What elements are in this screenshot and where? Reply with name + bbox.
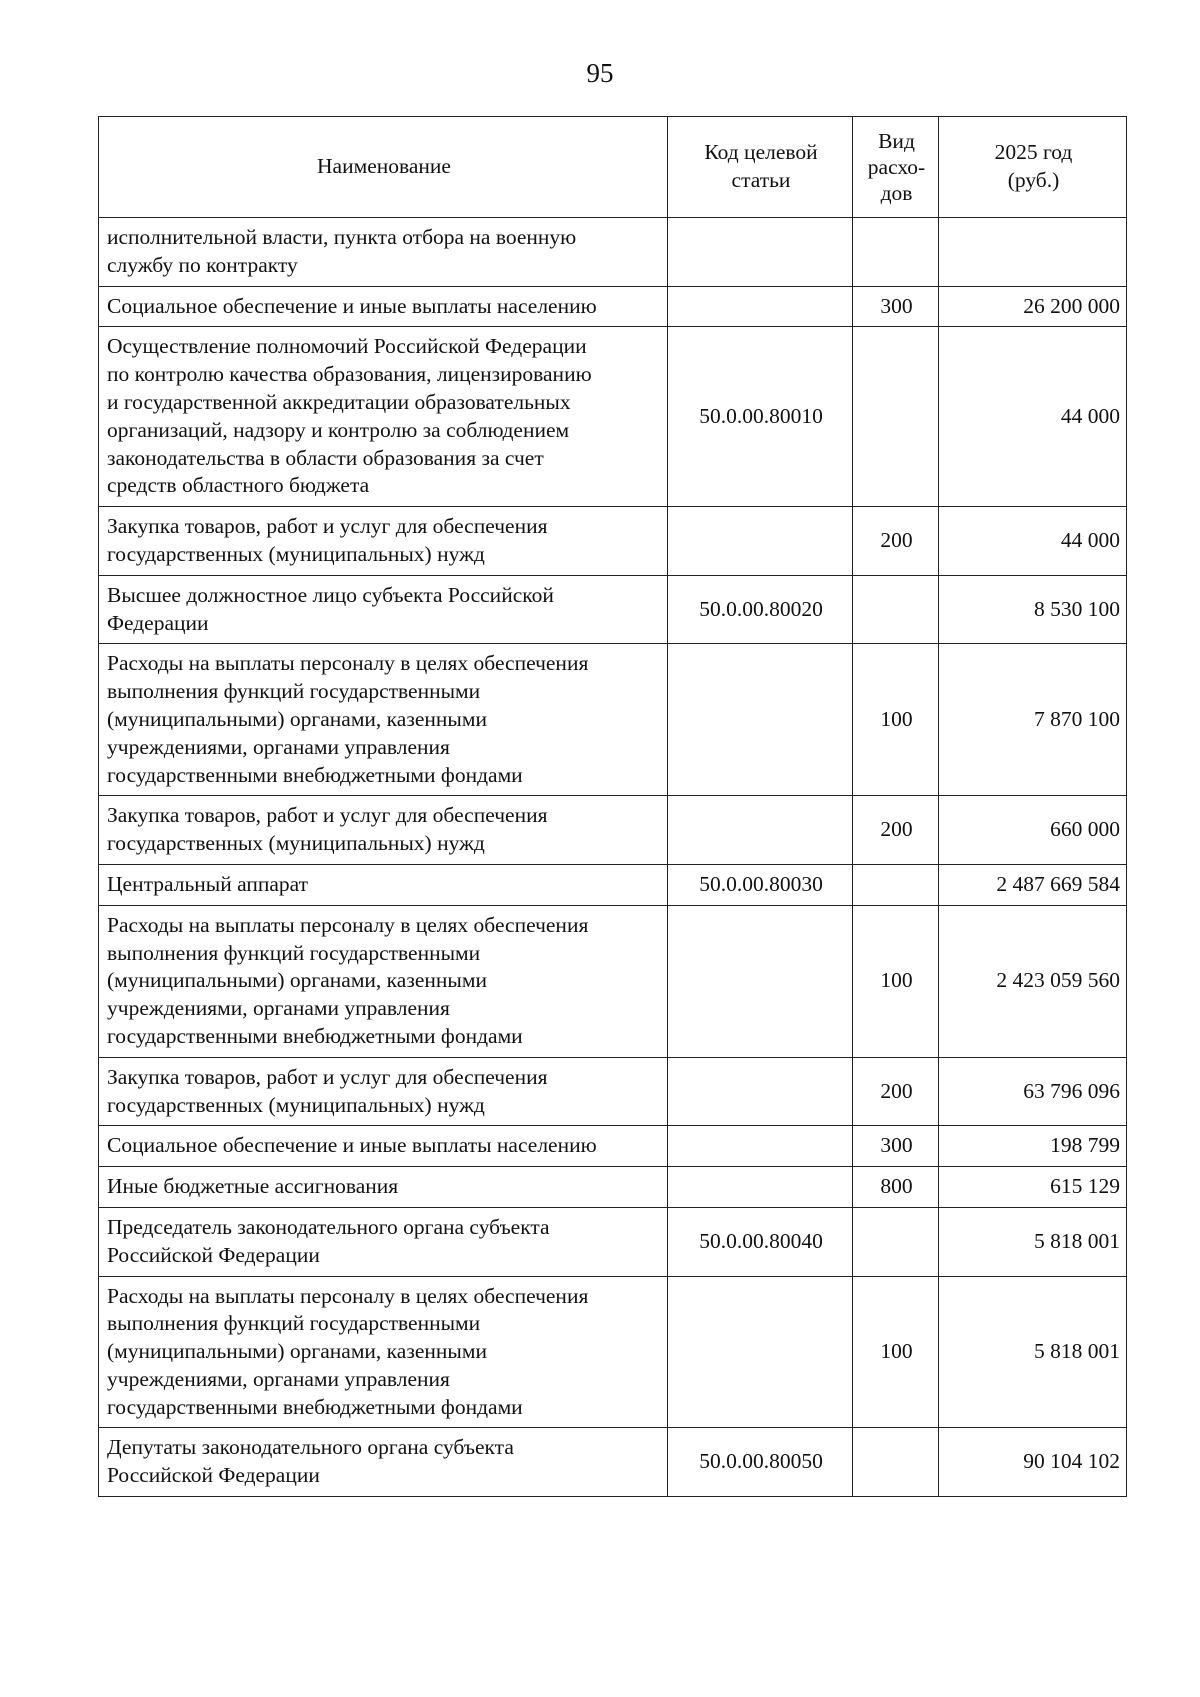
row-kind: 300 xyxy=(853,286,939,327)
row-amount: 90 104 102 xyxy=(939,1428,1127,1497)
row-kind xyxy=(853,218,939,287)
row-name: Закупка товаров, работ и услуг для обеспечения государственных (муниципальных) нужд xyxy=(99,507,668,576)
row-code xyxy=(668,1167,853,1208)
table-row xyxy=(99,1428,1127,1497)
header-kind: Вид расхо- дов xyxy=(853,117,939,218)
row-name: Закупка товаров, работ и услуг для обеспечения государственных (муниципальных) нужд xyxy=(99,796,668,865)
row-name: Иные бюджетные ассигнования xyxy=(99,1167,668,1208)
row-amount: 7 870 100 xyxy=(939,644,1127,796)
table-row xyxy=(99,1057,1127,1126)
row-amount: 5 818 001 xyxy=(939,1207,1127,1276)
row-kind: 100 xyxy=(853,905,939,1057)
row-kind xyxy=(853,1428,939,1497)
table-row xyxy=(99,796,1127,865)
row-code: 50.0.00.80030 xyxy=(668,864,853,905)
row-name: Расходы на выплаты персоналу в целях обеспечения выполнения функций государственными (муниципальными) органами, казенными учреждениями, органами управления государственными внебюджетными фондами xyxy=(99,905,668,1057)
row-amount: 44 000 xyxy=(939,327,1127,507)
row-code xyxy=(668,1126,853,1167)
row-name: Высшее должностное лицо субъекта Российской Федерации xyxy=(99,575,668,644)
header-row xyxy=(99,117,1127,218)
row-kind: 300 xyxy=(853,1126,939,1167)
row-amount: 660 000 xyxy=(939,796,1127,865)
row-code xyxy=(668,1057,853,1126)
table-row xyxy=(99,507,1127,576)
row-amount xyxy=(939,218,1127,287)
row-code xyxy=(668,644,853,796)
row-amount: 26 200 000 xyxy=(939,286,1127,327)
row-amount: 198 799 xyxy=(939,1126,1127,1167)
table-row xyxy=(99,286,1127,327)
row-kind xyxy=(853,1207,939,1276)
row-code xyxy=(668,1276,853,1428)
row-code: 50.0.00.80050 xyxy=(668,1428,853,1497)
table-row xyxy=(99,1207,1127,1276)
row-name: Председатель законодательного органа субъекта Российской Федерации xyxy=(99,1207,668,1276)
row-code xyxy=(668,796,853,865)
page-number: 95 xyxy=(586,58,614,88)
row-code xyxy=(668,507,853,576)
row-amount: 2 423 059 560 xyxy=(939,905,1127,1057)
header-name: Наименование xyxy=(99,117,668,218)
row-amount: 8 530 100 xyxy=(939,575,1127,644)
table-body xyxy=(99,218,1127,1497)
row-amount: 615 129 xyxy=(939,1167,1127,1208)
row-code xyxy=(668,286,853,327)
row-name: Закупка товаров, работ и услуг для обеспечения государственных (муниципальных) нужд xyxy=(99,1057,668,1126)
row-kind: 200 xyxy=(853,507,939,576)
row-name: Депутаты законодательного органа субъекта Российской Федерации xyxy=(99,1428,668,1497)
header-amount: 2025 год (руб.) xyxy=(939,117,1127,218)
row-code xyxy=(668,905,853,1057)
table-row xyxy=(99,1126,1127,1167)
row-name: Социальное обеспечение и иные выплаты населению xyxy=(99,1126,668,1167)
row-kind: 800 xyxy=(853,1167,939,1208)
row-kind: 100 xyxy=(853,644,939,796)
row-code: 50.0.00.80040 xyxy=(668,1207,853,1276)
table-row xyxy=(99,218,1127,287)
table-row xyxy=(99,644,1127,796)
row-kind xyxy=(853,575,939,644)
row-kind xyxy=(853,327,939,507)
row-kind: 100 xyxy=(853,1276,939,1428)
row-code xyxy=(668,218,853,287)
table-row xyxy=(99,864,1127,905)
row-name: Центральный аппарат xyxy=(99,864,668,905)
row-code: 50.0.00.80010 xyxy=(668,327,853,507)
table-row xyxy=(99,905,1127,1057)
row-kind: 200 xyxy=(853,796,939,865)
table-row xyxy=(99,1276,1127,1428)
row-amount: 2 487 669 584 xyxy=(939,864,1127,905)
table-header xyxy=(99,117,1127,218)
table-row xyxy=(99,575,1127,644)
row-name: исполнительной власти, пункта отбора на военную службу по контракту xyxy=(99,218,668,287)
row-code: 50.0.00.80020 xyxy=(668,575,853,644)
header-code: Код целевой статьи xyxy=(668,117,853,218)
row-name: Расходы на выплаты персоналу в целях обеспечения выполнения функций государственными (муниципальными) органами, казенными учреждениями, органами управления государственными внебюджетными фондами xyxy=(99,1276,668,1428)
row-amount: 63 796 096 xyxy=(939,1057,1127,1126)
row-name: Расходы на выплаты персоналу в целях обеспечения выполнения функций государственными (муниципальными) органами, казенными учреждениями, органами управления государственными внебюджетными фондами xyxy=(99,644,668,796)
table-row xyxy=(99,1167,1127,1208)
row-name: Социальное обеспечение и иные выплаты населению xyxy=(99,286,668,327)
budget-table xyxy=(98,116,1127,1497)
row-kind: 200 xyxy=(853,1057,939,1126)
table-row xyxy=(99,327,1127,507)
row-name: Осуществление полномочий Российской Федерации по контролю качества образования, лицензированию и государственной аккредитации образовательных организаций, надзору и контролю за соблюдением законодательства в области образования за счет средств областного бюджета xyxy=(99,327,668,507)
row-amount: 5 818 001 xyxy=(939,1276,1127,1428)
row-amount: 44 000 xyxy=(939,507,1127,576)
row-kind xyxy=(853,864,939,905)
